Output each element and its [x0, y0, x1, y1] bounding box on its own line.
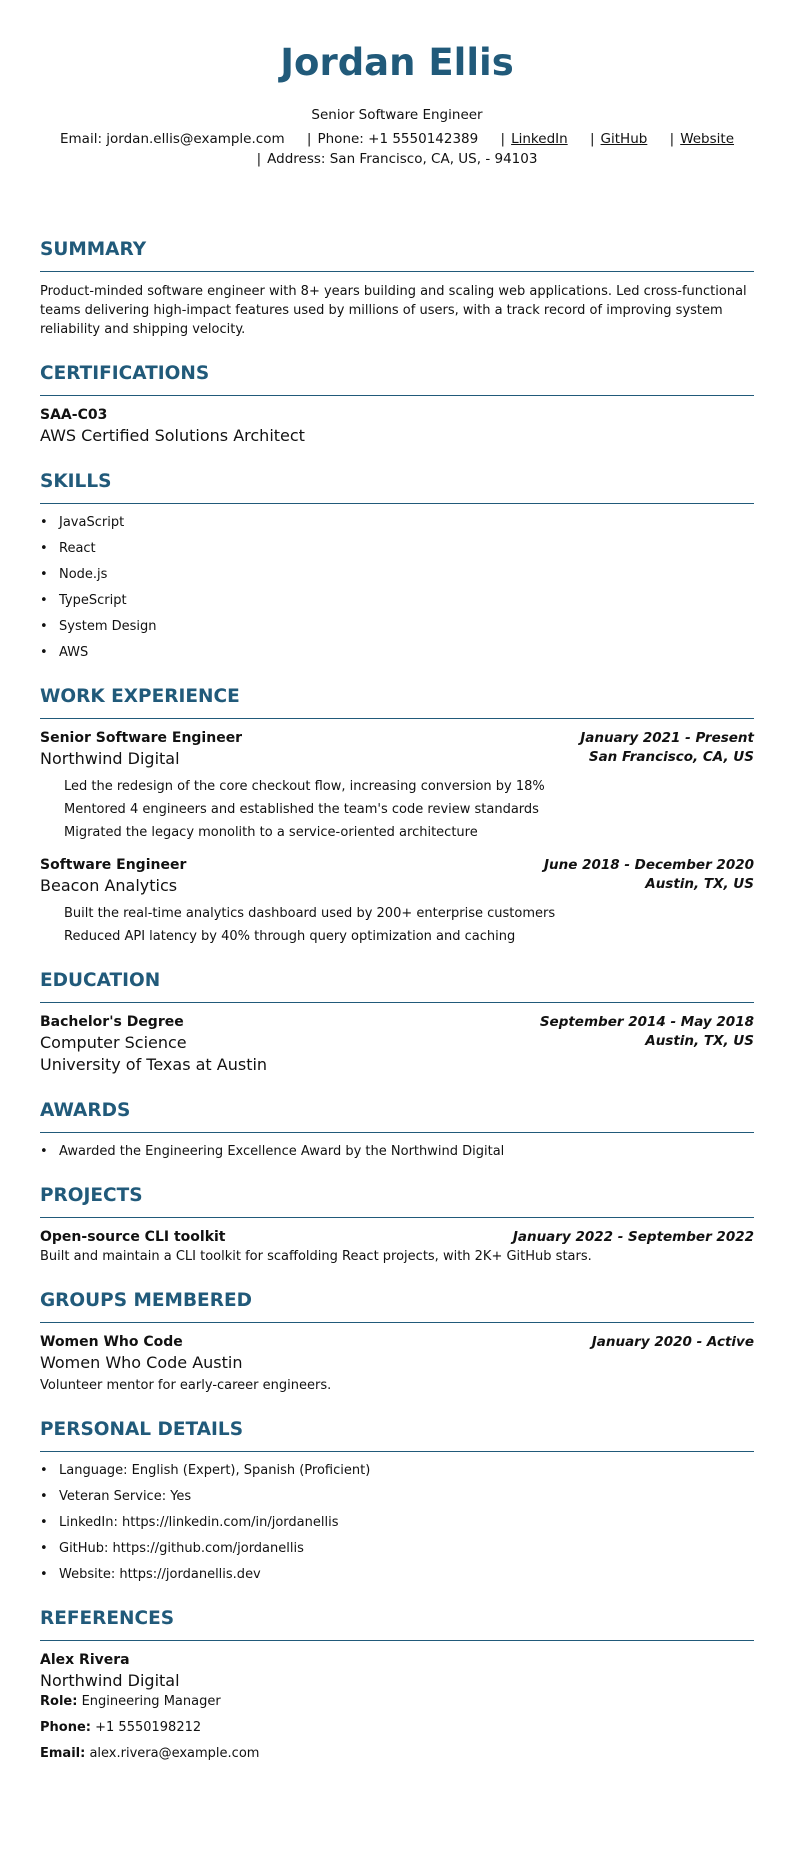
education-degree: Bachelor's Degree	[40, 1014, 184, 1030]
job-dates: January 2021 - Present	[580, 730, 754, 746]
candidate-title: Senior Software Engineer	[311, 107, 483, 123]
job-entry	[40, 856, 754, 946]
linkedin-link[interactable]: LinkedIn	[511, 131, 568, 147]
education-section	[40, 970, 754, 1076]
job-role: Senior Software Engineer	[40, 730, 243, 746]
skill-item: • Node.js	[40, 566, 754, 584]
personal-detail-item: • GitHub: https://github.com/jordanellis	[40, 1540, 754, 1558]
section-title: AWARDS	[40, 1100, 754, 1133]
job-entry	[40, 729, 754, 842]
education-dates: September 2014 - May 2018	[539, 1014, 754, 1030]
separator: |	[500, 131, 506, 147]
separator: |	[669, 131, 675, 147]
skills-section	[40, 471, 754, 662]
groups-section	[40, 1290, 754, 1395]
resume-header	[0, 0, 794, 169]
education-location: Austin, TX, US	[645, 1033, 754, 1049]
job-bullet: Led the redesign of the core checkout flow, increasing conversion by 18%	[64, 779, 545, 794]
website-link[interactable]: Website	[680, 131, 735, 147]
skill-item: • System Design	[40, 618, 754, 636]
section-title: REFERENCES	[40, 1608, 754, 1641]
education-school: University of Texas at Austin	[40, 1055, 268, 1074]
personal-detail-item: • Language: English (Expert), Spanish (Proficient)	[40, 1462, 754, 1480]
project-name: Open-source CLI toolkit	[40, 1229, 226, 1245]
section-title: SKILLS	[40, 471, 754, 504]
personal-details-list	[40, 1462, 754, 1584]
resume-content	[0, 239, 794, 1763]
contact-email: Email: jordan.ellis@example.com	[59, 131, 285, 147]
certifications-section	[40, 363, 754, 447]
awards-section	[40, 1100, 754, 1161]
reference-name: Alex Rivera	[40, 1652, 130, 1668]
section-title: EDUCATION	[40, 970, 754, 1003]
group-dates: January 2020 - Active	[591, 1334, 754, 1350]
projects-section	[40, 1185, 754, 1266]
job-company: Beacon Analytics	[40, 876, 178, 895]
job-bullets	[40, 778, 754, 842]
education-field: Computer Science	[40, 1033, 187, 1052]
job-bullets	[40, 905, 754, 946]
job-bullet: Built the real-time analytics dashboard used by 200+ enterprise customers	[64, 906, 556, 921]
summary-text: Product-minded software engineer with 8+ years building and scaling web applications. Led cross-functional teams delivering high-impact features used by millions of users, with a track record of improving system reliability and shipping velocity.	[40, 284, 747, 337]
project-dates: January 2022 - September 2022	[512, 1229, 754, 1245]
contact-address: Address: San Francisco, CA, US, - 94103	[267, 151, 538, 167]
github-link[interactable]: GitHub	[600, 131, 648, 147]
personal-detail-item: • Website: https://jordanellis.dev	[40, 1566, 754, 1584]
contact-phone: Phone: +1 5550142389	[317, 131, 479, 147]
field-label: Phone:	[40, 1720, 91, 1735]
job-company: Northwind Digital	[40, 749, 180, 768]
summary-section	[40, 239, 754, 339]
personal-details-section	[40, 1419, 754, 1584]
personal-detail-item: • Veteran Service: Yes	[40, 1488, 754, 1506]
skill-item: • React	[40, 540, 754, 558]
job-dates: June 2018 - December 2020	[543, 857, 754, 873]
section-title: SUMMARY	[40, 239, 754, 272]
reference-role	[40, 1692, 754, 1711]
field-value: alex.rivera@example.com	[89, 1746, 260, 1761]
separator: |	[256, 151, 262, 167]
certification-code: SAA-C03	[40, 407, 108, 423]
reference-phone	[40, 1718, 754, 1737]
job-bullet: Mentored 4 engineers and established the team's code review standards	[64, 802, 539, 817]
separator: |	[589, 131, 595, 147]
award-item: • Awarded the Engineering Excellence Award by the Northwind Digital	[40, 1143, 754, 1161]
section-title: GROUPS MEMBERED	[40, 1290, 754, 1323]
field-value: +1 5550198212	[95, 1720, 202, 1735]
skills-list	[40, 514, 754, 662]
awards-list	[40, 1143, 754, 1161]
section-title: PROJECTS	[40, 1185, 754, 1218]
references-section	[40, 1608, 754, 1763]
group-chapter: Women Who Code Austin	[40, 1353, 243, 1372]
work-experience-section	[40, 686, 754, 946]
group-description: Volunteer mentor for early-career engineers.	[40, 1378, 332, 1393]
skill-item: • JavaScript	[40, 514, 754, 532]
personal-detail-item: • LinkedIn: https://linkedin.com/in/jordanellis	[40, 1514, 754, 1532]
certification-name: AWS Certified Solutions Architect	[40, 426, 305, 445]
separator: |	[306, 131, 312, 147]
reference-email	[40, 1744, 754, 1763]
section-title: PERSONAL DETAILS	[40, 1419, 754, 1452]
job-bullet: Migrated the legacy monolith to a service-oriented architecture	[64, 825, 478, 840]
project-description: Built and maintain a CLI toolkit for scaffolding React projects, with 2K+ GitHub stars.	[40, 1249, 592, 1264]
contact-line	[0, 129, 794, 169]
reference-company: Northwind Digital	[40, 1671, 180, 1690]
candidate-name: Jordan Ellis	[280, 41, 514, 84]
group-name: Women Who Code	[40, 1334, 183, 1350]
job-role: Software Engineer	[40, 857, 187, 873]
field-label: Email:	[40, 1746, 86, 1761]
section-title: CERTIFICATIONS	[40, 363, 754, 396]
field-label: Role:	[40, 1694, 78, 1709]
job-location: San Francisco, CA, US	[588, 749, 754, 765]
skill-item: • TypeScript	[40, 592, 754, 610]
job-location: Austin, TX, US	[645, 876, 754, 892]
skill-item: • AWS	[40, 644, 754, 662]
field-value: Engineering Manager	[81, 1694, 221, 1709]
section-title: WORK EXPERIENCE	[40, 686, 754, 719]
job-bullet: Reduced API latency by 40% through query optimization and caching	[64, 929, 516, 944]
